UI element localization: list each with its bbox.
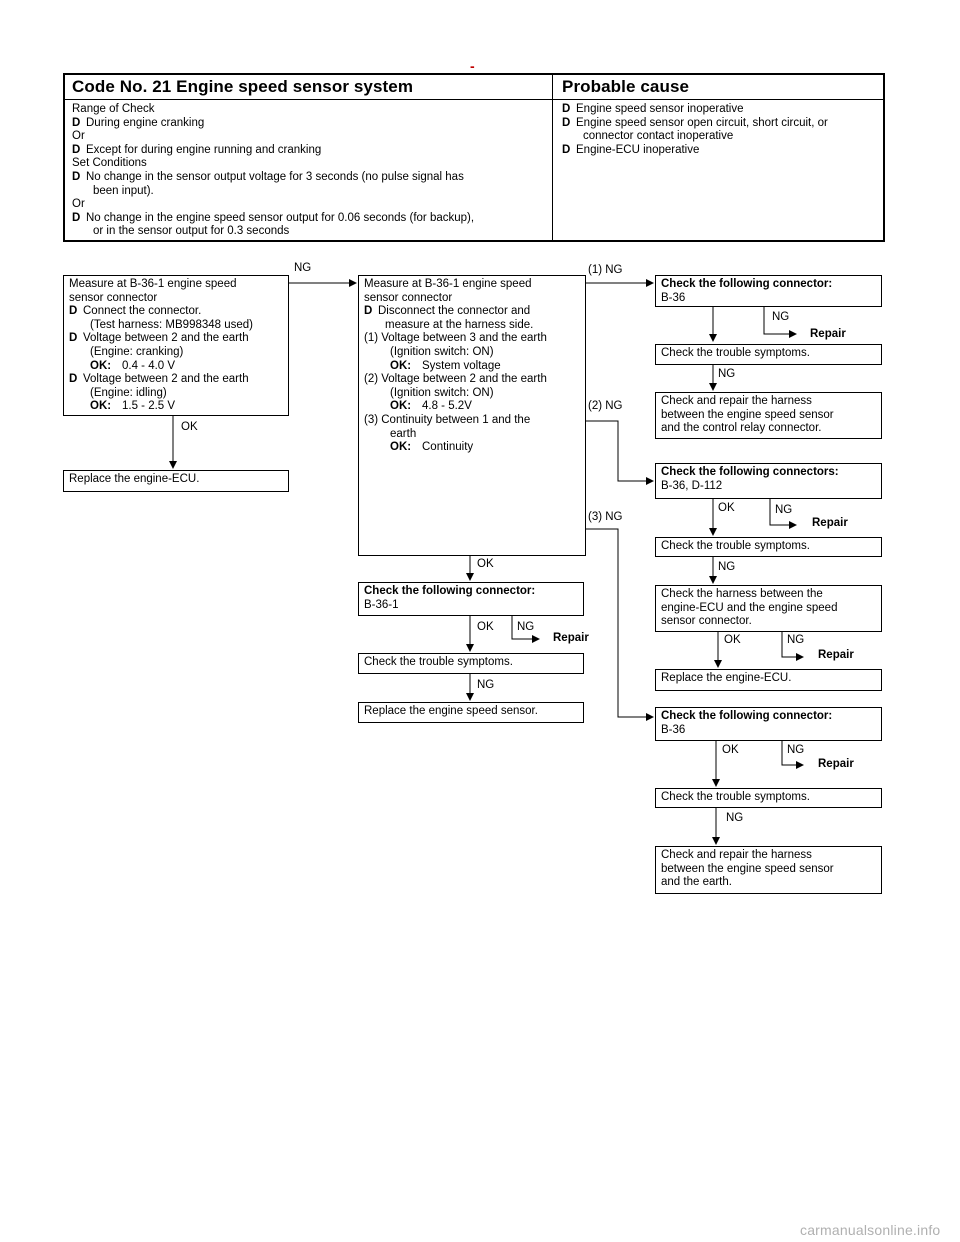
ok-label: OK [722, 744, 739, 756]
text-line: Measure at B-36-1 engine speed [69, 278, 237, 290]
continued-line: (Ignition switch: ON) [390, 345, 494, 358]
repair-harness-relay-box [655, 392, 882, 439]
text-line: Check and repair the harness [661, 849, 812, 861]
continued-line: (Engine: cranking) [90, 345, 184, 358]
ng-label: NG [775, 504, 793, 516]
replace-sensor-text: Replace the engine speed sensor. [364, 705, 538, 717]
bullet-text: Engine speed sensor inoperative [576, 103, 744, 115]
watermark: carmanualsonline.info [800, 1222, 941, 1238]
ok-value: 0.4 - 4.0 V [122, 359, 176, 372]
ok-key: OK: [390, 441, 412, 454]
ng-label: NG [718, 368, 736, 380]
check-connectors-value: B-36, D-112 [661, 479, 723, 492]
check-connector-value: B-36 [661, 291, 686, 304]
repair-label: Repair [818, 649, 854, 661]
text-line: (2) Voltage between 2 and the earth [364, 373, 547, 386]
trouble-symptoms-box-r3 [655, 788, 882, 808]
top-mark: - [470, 58, 475, 74]
text-line: engine-ECU and the engine speed [661, 601, 838, 614]
bullet-line [69, 373, 283, 387]
bullet-line [69, 305, 283, 319]
ok-key: OK: [90, 400, 112, 413]
ok-value: 4.8 - 5.2V [422, 400, 472, 413]
check-harness-ecu-box [655, 585, 882, 632]
bullet-icon: D [69, 332, 78, 345]
bullet-text: No change in the engine speed sensor output for 0.06 seconds (for backup), [86, 211, 475, 224]
bullet-line [364, 305, 580, 319]
ng-label: NG [517, 621, 535, 633]
text-line: sensor connector [364, 291, 453, 304]
text-line: Measure at B-36-1 engine speed [364, 278, 532, 290]
ok-label: OK [718, 502, 735, 514]
text-line: between the engine speed sensor [661, 862, 834, 875]
text-line: sensor connector. [661, 615, 752, 628]
continued-line: connector contact inoperative [583, 130, 734, 143]
continued-line: (Engine: idling) [90, 386, 167, 399]
text-line: sensor connector [69, 291, 158, 304]
check-connector-b36-box-b [655, 707, 882, 741]
trouble-symptoms-text: Check the trouble symptoms. [661, 791, 810, 803]
check-connector-value: B-36 [661, 723, 686, 736]
ng-label: NG [718, 561, 736, 573]
ok-label: OK [181, 421, 198, 433]
text-line: Or [72, 130, 85, 143]
ng-label: NG [787, 744, 805, 756]
repair-label: Repair [810, 328, 846, 340]
check-connectors-box [655, 463, 882, 499]
bullet-text: Engine-ECU inoperative [576, 143, 700, 156]
bullet-text: Voltage between 2 and the earth [83, 332, 249, 345]
ok-key: OK: [390, 359, 412, 372]
ok-value: 1.5 - 2.5 V [122, 400, 176, 413]
replace-ecu-text-1: Replace the engine-ECU. [69, 473, 200, 485]
ok-label: OK [477, 558, 494, 570]
bullet-text: No change in the sensor output voltage for 3 seconds (no pulse signal has [86, 170, 464, 183]
continued-line: been input). [93, 184, 154, 197]
ok-criteria [69, 360, 283, 374]
trouble-symptoms-box-r2 [655, 537, 882, 557]
bullet-text: Connect the connector. [83, 305, 202, 318]
bullet-icon: D [72, 170, 81, 183]
replace-ecu-box-1 [63, 470, 289, 492]
bullet-text: Disconnect the connector and [378, 305, 531, 318]
bullet-icon: D [72, 211, 81, 224]
text-line: Check the harness between the [661, 588, 823, 600]
check-connector-title: Check the following connector: [364, 585, 536, 597]
trouble-symptoms-text: Check the trouble symptoms. [364, 656, 513, 668]
ng-label: NG [294, 262, 312, 274]
arrow-ng3 [586, 529, 653, 717]
probable-cause-title: Probable cause [562, 77, 690, 96]
ng-label: NG [726, 812, 744, 824]
trouble-symptoms-text: Check the trouble symptoms. [661, 347, 810, 359]
bullet-icon: D [562, 103, 571, 115]
text-line: Check and repair the harness [661, 395, 812, 407]
continued-line: measure at the harness side. [385, 318, 534, 331]
check-connectors-title: Check the following connectors: [661, 466, 839, 478]
ng1-label: (1) NG [588, 264, 623, 276]
ng-label: NG [787, 634, 805, 646]
bullet-line [69, 332, 283, 346]
text-line: Range of Check [72, 103, 155, 115]
repair-label: Repair [818, 758, 854, 770]
text-line: (3) Continuity between 1 and the [364, 413, 531, 426]
measure-connector-box-2 [358, 275, 586, 556]
ok-key: OK: [390, 400, 412, 413]
check-connector-title: Check the following connector: [661, 710, 833, 722]
bullet-text: Voltage between 2 and the earth [83, 373, 249, 386]
ok-label: OK [724, 634, 741, 646]
text-line: Set Conditions [72, 157, 147, 170]
check-connector-b36-1-box [358, 582, 584, 616]
repair-label: Repair [553, 632, 589, 644]
bullet-text: During engine cranking [86, 116, 205, 129]
text-line: (1) Voltage between 3 and the earth [364, 332, 547, 345]
ng3-label: (3) NG [588, 511, 623, 523]
text-line: and the earth. [661, 876, 732, 889]
check-connector-value: B-36-1 [364, 598, 399, 611]
continued-line: earth [390, 427, 417, 440]
ok-criteria [364, 360, 580, 374]
arrow-ng2 [586, 421, 653, 481]
ng-label: NG [477, 679, 495, 691]
bullet-icon: D [562, 116, 571, 129]
code-title: Code No. 21 Engine speed sensor system [72, 77, 414, 96]
bullet-text: Except for during engine running and cranking [86, 143, 322, 156]
text-line: between the engine speed sensor [661, 408, 834, 421]
check-connector-b36-box-a [655, 275, 882, 307]
continued-line: (Ignition switch: ON) [390, 386, 494, 399]
bullet-icon: D [69, 305, 78, 318]
bullet-text: Engine speed sensor open circuit, short circuit, or [576, 116, 828, 129]
ok-criteria [364, 400, 580, 414]
replace-ecu-box-2 [655, 669, 882, 691]
ng-label: NG [772, 311, 790, 323]
bullet-icon: D [562, 143, 571, 156]
bullet-icon: D [72, 116, 81, 129]
ok-value: System voltage [422, 359, 501, 372]
replace-ecu-text-2: Replace the engine-ECU. [661, 672, 792, 684]
text-line: Or [72, 198, 85, 211]
ok-key: OK: [90, 359, 112, 372]
continued-line: (Test harness: MB998348 used) [90, 318, 254, 331]
ng2-label: (2) NG [588, 400, 623, 412]
bullet-icon: D [72, 143, 81, 156]
continued-line: or in the sensor output for 0.3 seconds [93, 225, 290, 238]
ok-label: OK [477, 621, 494, 633]
ok-value: Continuity [422, 441, 474, 454]
repair-harness-earth-box [655, 846, 882, 894]
text-line: and the control relay connector. [661, 422, 822, 435]
trouble-symptoms-box-r1 [655, 344, 882, 365]
ok-criteria [69, 400, 283, 414]
check-connector-title: Check the following connector: [661, 278, 833, 290]
trouble-symptoms-text: Check the trouble symptoms. [661, 540, 810, 552]
replace-sensor-box [358, 702, 584, 723]
bullet-icon: D [364, 305, 373, 318]
ok-criteria [364, 441, 580, 455]
bullet-icon: D [69, 373, 78, 386]
trouble-symptoms-box-mid [358, 653, 584, 674]
measure-connector-box-1 [63, 275, 289, 416]
repair-label: Repair [812, 517, 848, 529]
